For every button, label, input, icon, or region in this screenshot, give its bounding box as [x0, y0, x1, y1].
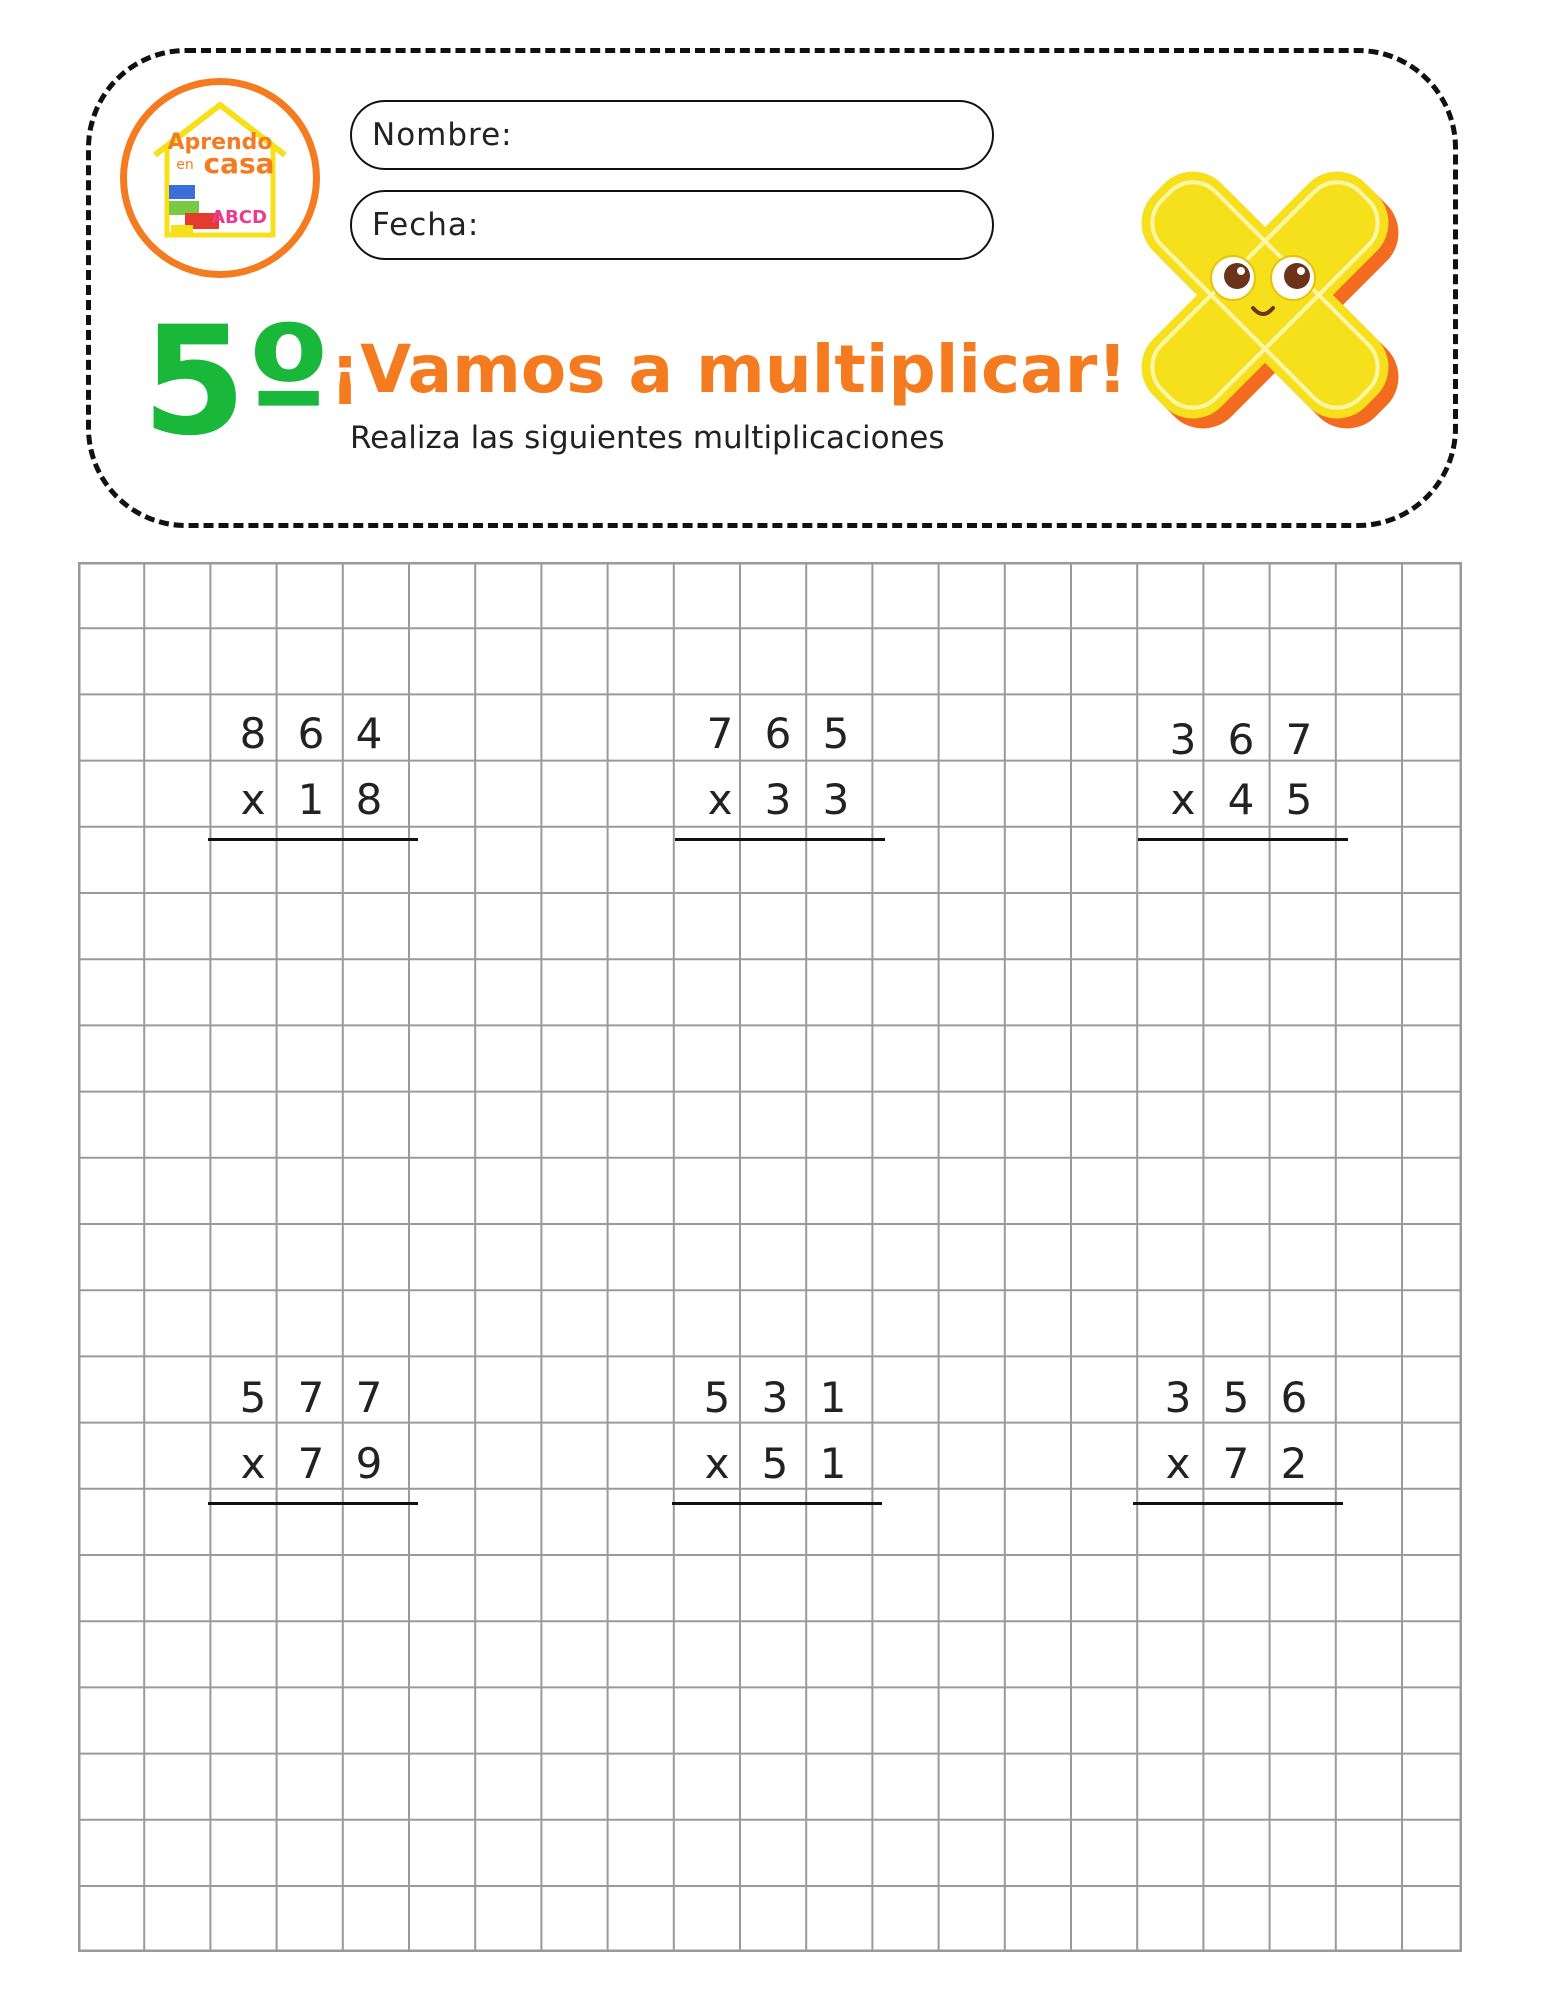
digit: 6 [764, 709, 792, 758]
logo-graphic [127, 85, 313, 271]
multiplicand-row [208, 706, 418, 766]
date-field[interactable]: Fecha: [350, 190, 994, 260]
times-sign: x [240, 1439, 266, 1488]
answer-line [208, 1502, 418, 1505]
times-sign: x [240, 775, 266, 824]
digit: 1 [819, 1439, 847, 1488]
answer-line [1138, 838, 1348, 841]
name-field[interactable]: Nombre: [350, 100, 994, 170]
block-blue-icon [169, 185, 195, 199]
block-green-icon [169, 201, 199, 215]
times-sign: x [707, 775, 733, 824]
multiplication-problem-3 [1138, 712, 1348, 862]
logo-text-en: en [176, 157, 194, 173]
digit: 6 [297, 709, 325, 758]
digit: 5 [1222, 1373, 1250, 1422]
digit: 3 [1169, 715, 1197, 764]
digit: 7 [1222, 1439, 1250, 1488]
digit: 5 [761, 1439, 789, 1488]
digit: 5 [703, 1373, 731, 1422]
multiplier-row [1138, 772, 1348, 832]
digit: 3 [1164, 1373, 1192, 1422]
digit: 4 [1227, 775, 1255, 824]
answer-line [672, 1502, 882, 1505]
times-sign: x [1165, 1439, 1191, 1488]
digit: 6 [1227, 715, 1255, 764]
digit: 6 [1280, 1373, 1308, 1422]
grade-label: 5º [142, 295, 331, 469]
logo-text-aprendo: Aprendo [167, 130, 273, 155]
graph-paper-grid [78, 562, 1462, 1952]
digit: 7 [297, 1373, 325, 1422]
digit: 3 [764, 775, 792, 824]
digit: 3 [761, 1373, 789, 1422]
multiplier-row [208, 1436, 418, 1496]
block-yellow-icon [171, 225, 193, 233]
page-subtitle: Realiza las siguientes multiplicaciones [350, 420, 945, 456]
multiplication-problem-1 [208, 706, 418, 856]
multiplicand-row [208, 1370, 418, 1430]
multiplier-row [1133, 1436, 1343, 1496]
digit: 1 [819, 1373, 847, 1422]
digit: 5 [239, 1373, 267, 1422]
digit: 1 [297, 775, 325, 824]
digit: 5 [822, 709, 850, 758]
digit: 8 [355, 775, 383, 824]
multiplication-mascot-icon [1110, 140, 1430, 450]
digit: 5 [1285, 775, 1313, 824]
multiplicand-row [672, 1370, 882, 1430]
multiplication-problem-2 [675, 706, 885, 856]
answer-line [208, 838, 418, 841]
digit: 7 [297, 1439, 325, 1488]
multiplier-row [675, 772, 885, 832]
multiplier-row [672, 1436, 882, 1496]
digit: 4 [355, 709, 383, 758]
multiplicand-row [1133, 1370, 1343, 1430]
multiplicand-row [675, 706, 885, 766]
digit: 3 [822, 775, 850, 824]
answer-line [675, 838, 885, 841]
digit: 2 [1280, 1439, 1308, 1488]
multiplicand-row [1138, 712, 1348, 772]
aprendo-en-casa-logo [120, 78, 320, 278]
digit: 9 [355, 1439, 383, 1488]
digit: 8 [239, 709, 267, 758]
times-sign: x [704, 1439, 730, 1488]
digit: 7 [355, 1373, 383, 1422]
digit: 7 [1285, 715, 1313, 764]
multiplication-problem-5 [672, 1370, 882, 1520]
digit: 7 [706, 709, 734, 758]
logo-letters: ABCD [211, 207, 267, 228]
answer-line [1133, 1502, 1343, 1505]
page-title: ¡Vamos a multiplicar! [330, 331, 1128, 408]
logo-text-casa: casa [203, 147, 275, 180]
times-sign: x [1170, 775, 1196, 824]
multiplication-problem-4 [208, 1370, 418, 1520]
multiplier-row [208, 772, 418, 832]
multiplication-problem-6 [1133, 1370, 1343, 1520]
